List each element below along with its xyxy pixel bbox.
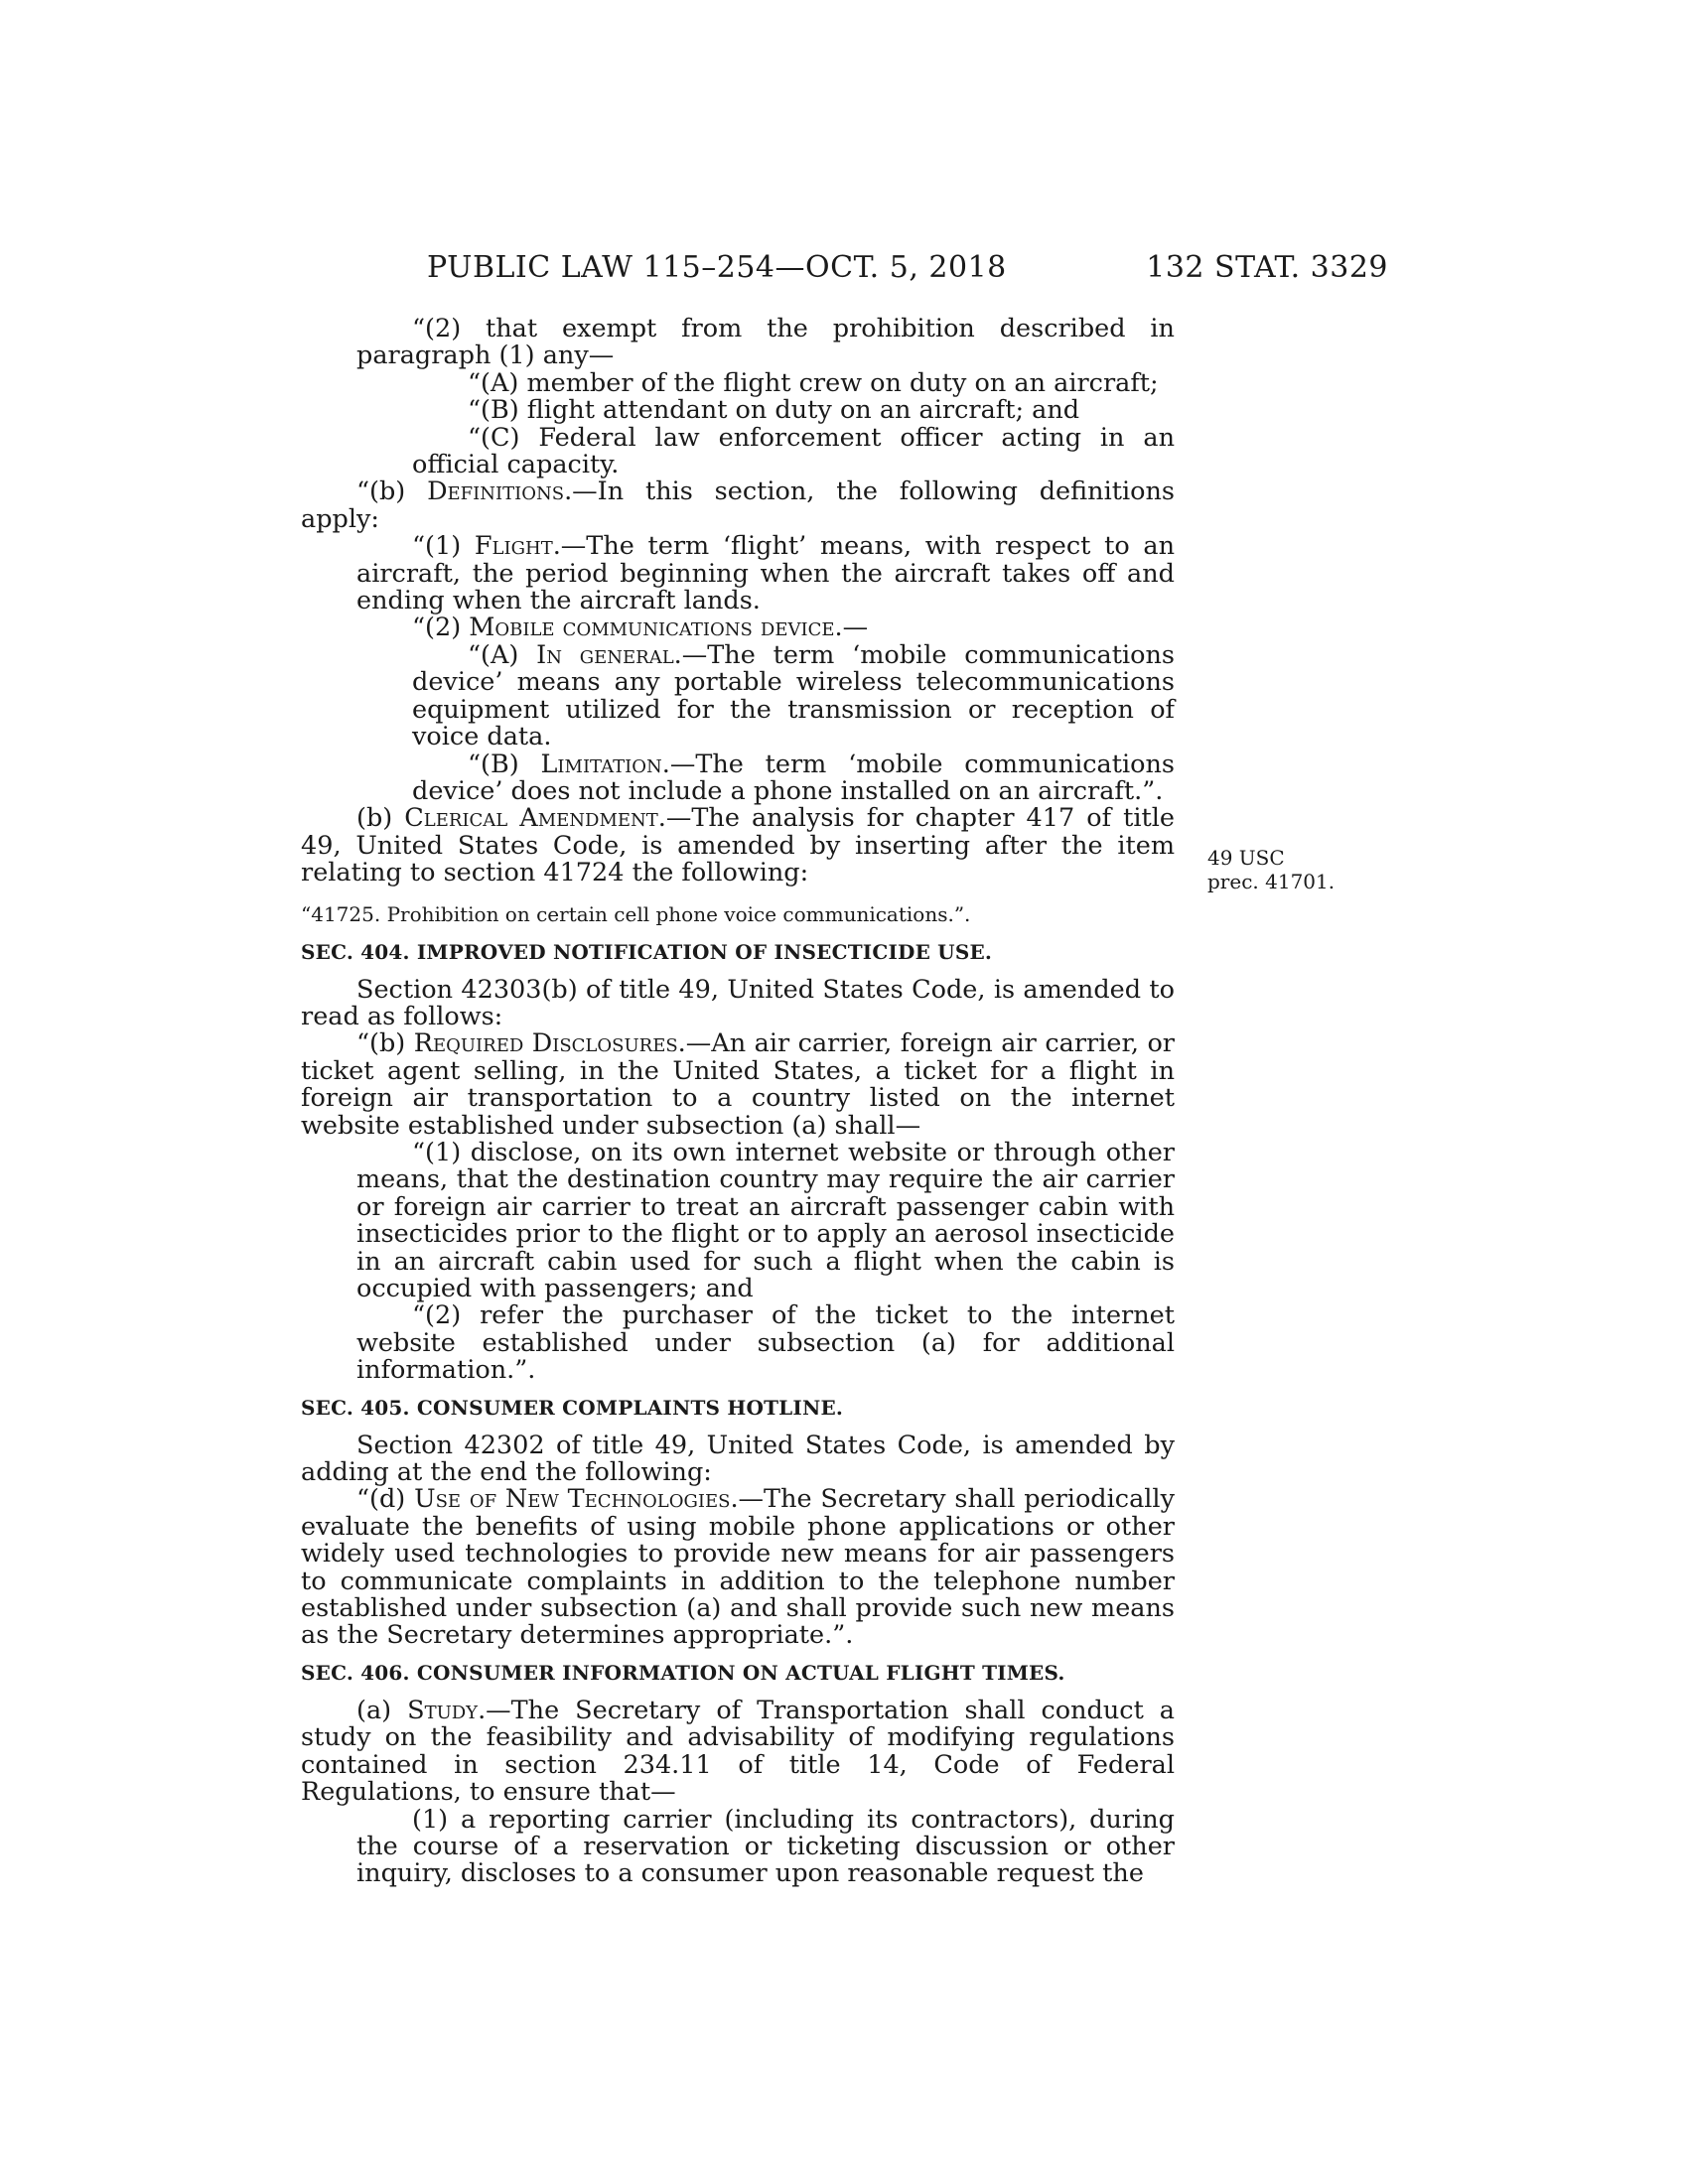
margin-citation-line-2: prec. 41701. — [1207, 870, 1336, 893]
statute-page-reference: 132 STAT. 3329 — [1146, 250, 1388, 285]
limitation-heading: Limitation — [540, 749, 662, 779]
paragraph-flight-definition — [301, 533, 1175, 614]
paragraph-definitions — [301, 478, 1175, 533]
required-disclosures-prefix: “(b) — [356, 1028, 414, 1059]
paragraph-exemption: “(2) that exempt from the prohibition described in paragraph (1) any— — [356, 314, 1175, 371]
margin-citation — [1207, 846, 1335, 893]
paragraph-new-technologies — [301, 1486, 1175, 1649]
limitation-text: .—The term ‘mobile communications device’ does not include a phone installed on an aircraft.”. — [412, 749, 1176, 806]
definitions-text: .—In this section, the following definitions apply: — [301, 477, 1175, 534]
clerical-text: .—The analysis for chapter 417 of title 49, United States Code, is amended by inserting after the item relating to section 41724 the following: — [301, 803, 1175, 888]
flight-text: .—The term ‘flight’ means, with respect to an aircraft, the period beginning when the aircraft takes off and ending when the aircraft lands. — [356, 531, 1175, 616]
clerical-prefix: (b) — [356, 803, 405, 834]
in-general-heading: In general — [536, 639, 674, 670]
paragraph-refer-purchaser: “(2) refer the purchaser of the ticket to the internet website established under subsection (a) for additional information.”. — [356, 1300, 1175, 1386]
paragraph-flight-attendant: “(B) flight attendant on duty on an aircraft; and — [468, 395, 1080, 426]
table-of-contents-item: “41725. Prohibition on certain cell phone voice communications.”. — [301, 901, 971, 926]
new-technologies-text: .—The Secretary shall periodically evaluate the benefits of using mobile phone applications or other widely used technologies to provide new means for air passengers to communicate complaints in addition to the telephone number established under subsection (a) and shall provide such new means as the Secretary determines appropriate.”. — [301, 1484, 1175, 1651]
section-405-heading: SEC. 405. CONSUMER COMPLAINTS HOTLINE. — [301, 1395, 844, 1420]
required-disclosures-heading: Required Disclosures — [413, 1028, 678, 1059]
paragraph-study — [301, 1695, 1175, 1808]
required-disclosures-text: .—An air carrier, foreign air carrier, or ticket agent selling, in the United States, a ticket for a flight in foreign air transportation to a country listed on the internet website established under subsection (a) shall— — [301, 1028, 1175, 1141]
study-heading: Study — [407, 1695, 479, 1725]
paragraph-section-42302: Section 42302 of title 49, United States Code, is amended by adding at the end the following: — [301, 1430, 1175, 1488]
paragraph-limitation — [301, 751, 1175, 806]
flight-prefix: “(1) — [412, 531, 475, 562]
clerical-heading: Clerical Amendment — [404, 803, 658, 834]
margin-citation-line-1: 49 USC — [1207, 846, 1285, 870]
section-406-heading: SEC. 406. CONSUMER INFORMATION ON ACTUAL FLIGHT TIMES. — [301, 1660, 1065, 1685]
running-head-title: PUBLIC LAW 115–254—OCT. 5, 2018 — [427, 250, 1007, 285]
paragraph-mobile-device — [301, 614, 1175, 641]
paragraph-in-general — [301, 639, 1175, 752]
new-technologies-prefix: “(d) — [356, 1484, 415, 1515]
paragraph-flight-crew: “(A) member of the flight crew on duty on an aircraft; — [468, 367, 1159, 398]
paragraph-disclose: “(1) disclose, on its own internet website or through other means, that the destination country may require the air carrier or foreign air carrier to treat an aircraft passenger cabin with insecticides prior to the flight or to apply an aerosol insecticide in an aircraft cabin used for such a flight when the cabin is occupied with passengers; and — [356, 1137, 1175, 1303]
definitions-prefix: “(b) — [356, 477, 428, 507]
mobile-device-text: .— — [834, 613, 869, 643]
paragraph-reporting-carrier: (1) a reporting carrier (including its contractors), during the course of a reservation or ticketing discussion or other inquiry, discloses to a consumer upon reasonable request the — [356, 1804, 1175, 1889]
document-body — [301, 316, 1175, 1888]
paragraph-required-disclosures — [301, 1030, 1175, 1140]
mobile-device-prefix: “(2) — [412, 613, 470, 643]
in-general-text: .—The term ‘mobile communications device’ means any portable wireless telecommunications equipment utilized for the transmission or reception of voice data. — [412, 639, 1175, 752]
paragraph-section-42303b: Section 42303(b) of title 49, United States Code, is amended to read as follows: — [301, 974, 1175, 1031]
page-header — [427, 250, 1388, 290]
definitions-heading: Definitions — [427, 477, 565, 507]
section-404-heading: SEC. 404. IMPROVED NOTIFICATION OF INSECTICIDE USE. — [301, 939, 993, 964]
in-general-prefix: “(A) — [468, 639, 537, 670]
study-prefix: (a) — [356, 1695, 408, 1725]
study-text: .—The Secretary of Transportation shall conduct a study on the feasibility and advisability of modifying regulations contained in section 234.11 of title 14, Code of Federal Regulations, to ensure that— — [301, 1695, 1175, 1808]
limitation-prefix: “(B) — [468, 749, 541, 779]
paragraph-clerical-amendment — [301, 805, 1175, 887]
paragraph-law-enforcement: “(C) Federal law enforcement officer acting in an official capacity. — [412, 422, 1175, 480]
new-technologies-heading: Use of New Technologies — [414, 1484, 731, 1515]
flight-heading: Flight — [474, 531, 553, 562]
mobile-device-heading: Mobile communications device — [469, 613, 835, 643]
